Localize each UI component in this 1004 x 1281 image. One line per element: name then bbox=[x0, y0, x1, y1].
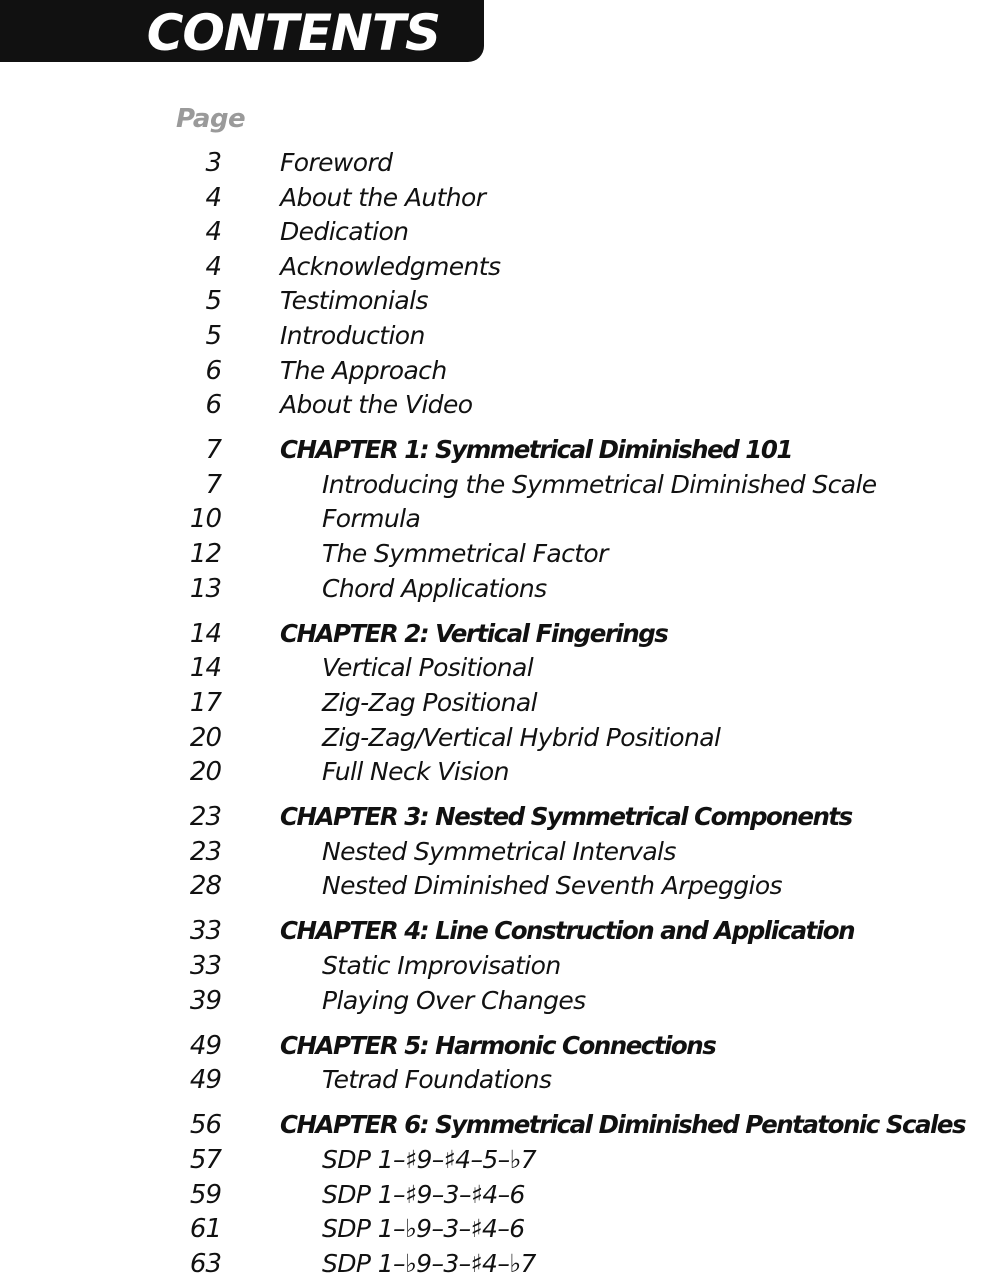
toc-row bbox=[0, 651, 1004, 686]
toc-page-number: 56 bbox=[189, 1110, 221, 1141]
toc-chapter-row bbox=[0, 914, 1004, 949]
toc-entry-title: SDP 1–♭9–3–♯4–♭7 bbox=[322, 1248, 536, 1278]
toc-page-number: 33 bbox=[189, 951, 221, 982]
toc-chapter-title: CHAPTER 1: Symmetrical Diminished 101 bbox=[280, 435, 792, 465]
toc-row bbox=[0, 1247, 1004, 1281]
toc-entry-title: Static Improvisation bbox=[322, 951, 561, 981]
toc-entry-title: Tetrad Foundations bbox=[322, 1065, 552, 1095]
toc-entry-title: Testimonials bbox=[280, 286, 428, 316]
toc-page-number: 10 bbox=[189, 504, 221, 535]
toc-row bbox=[0, 1212, 1004, 1247]
toc-page-number: 14 bbox=[189, 653, 221, 684]
toc-row bbox=[0, 146, 1004, 181]
toc-entry-title: Acknowledgments bbox=[280, 251, 501, 281]
toc-page-number: 7 bbox=[205, 469, 221, 500]
toc-chapter-title: CHAPTER 6: Symmetrical Diminished Pentatonic Scales bbox=[280, 1110, 966, 1140]
toc-row bbox=[0, 502, 1004, 537]
toc-row bbox=[0, 354, 1004, 389]
toc-entry-title: SDP 1–♯9–3–♯4–6 bbox=[322, 1179, 525, 1209]
toc-row bbox=[0, 215, 1004, 250]
toc-row bbox=[0, 949, 1004, 984]
toc-page-number: 59 bbox=[189, 1179, 221, 1210]
toc-page-number: 63 bbox=[189, 1248, 221, 1279]
toc-row bbox=[0, 388, 1004, 423]
toc-page-number: 7 bbox=[205, 435, 221, 466]
toc-row bbox=[0, 835, 1004, 870]
toc-row bbox=[0, 755, 1004, 790]
toc-page-number: 28 bbox=[189, 871, 221, 902]
toc-page-number: 49 bbox=[189, 1030, 221, 1061]
page-column-header: Page bbox=[176, 104, 246, 134]
toc-chapter-title: CHAPTER 5: Harmonic Connections bbox=[280, 1030, 716, 1060]
toc-page-number: 33 bbox=[189, 916, 221, 947]
toc-page-number: 14 bbox=[189, 618, 221, 649]
toc-chapter-row bbox=[0, 617, 1004, 652]
toc-row bbox=[0, 181, 1004, 216]
toc-row bbox=[0, 284, 1004, 319]
toc-chapter-title: CHAPTER 2: Vertical Fingerings bbox=[280, 618, 668, 648]
toc-page-number: 57 bbox=[189, 1145, 221, 1176]
toc-entry-title: Introduction bbox=[280, 320, 425, 350]
toc-page-number: 5 bbox=[205, 286, 221, 317]
toc-page-number: 39 bbox=[189, 985, 221, 1016]
toc-page-number: 17 bbox=[189, 687, 221, 718]
toc-row bbox=[0, 468, 1004, 503]
toc-page-number: 3 bbox=[205, 148, 221, 178]
toc-row bbox=[0, 250, 1004, 285]
toc-entry-title: Introducing the Symmetrical Diminished Scale bbox=[322, 469, 877, 499]
toc-row bbox=[0, 572, 1004, 607]
toc-row bbox=[0, 984, 1004, 1019]
page-title: CONTENTS bbox=[146, 4, 440, 62]
toc-chapter-row bbox=[0, 433, 1004, 468]
toc-chapter-title: CHAPTER 3: Nested Symmetrical Components bbox=[280, 802, 852, 832]
toc-page-number: 20 bbox=[189, 757, 221, 788]
toc-page-number: 12 bbox=[189, 539, 221, 570]
toc-entry-title: Full Neck Vision bbox=[322, 757, 509, 787]
toc-entry-title: SDP 1–♯9–♯4–5–♭7 bbox=[322, 1145, 537, 1175]
toc-entry-title: Formula bbox=[322, 504, 421, 534]
toc-page-number: 4 bbox=[205, 182, 221, 213]
toc-row bbox=[0, 319, 1004, 354]
toc-entry-title: About the Author bbox=[280, 182, 486, 212]
toc-page-number: 4 bbox=[205, 251, 221, 282]
toc-row bbox=[0, 1143, 1004, 1178]
toc-chapter-row bbox=[0, 800, 1004, 835]
toc-page-number: 5 bbox=[205, 320, 221, 351]
toc-entry-title: Vertical Positional bbox=[322, 653, 534, 683]
toc-row bbox=[0, 869, 1004, 904]
toc-page-number: 49 bbox=[189, 1065, 221, 1096]
toc-chapter-row bbox=[0, 1029, 1004, 1064]
toc-entry-title: About the Video bbox=[280, 390, 473, 420]
toc-entry-title: Nested Symmetrical Intervals bbox=[322, 836, 676, 866]
toc-page-number: 4 bbox=[205, 217, 221, 248]
toc-row bbox=[0, 1063, 1004, 1098]
toc-entry-title: Zig-Zag/Vertical Hybrid Positional bbox=[322, 722, 721, 752]
toc-page-number: 23 bbox=[189, 836, 221, 867]
table-of-contents bbox=[0, 146, 1004, 1281]
toc-page-number: 20 bbox=[189, 722, 221, 753]
toc-chapter-row bbox=[0, 1108, 1004, 1143]
toc-entry-title: Dedication bbox=[280, 217, 409, 247]
toc-page-number: 6 bbox=[205, 355, 221, 386]
toc-entry-title: Nested Diminished Seventh Arpeggios bbox=[322, 871, 782, 901]
toc-entry-title: Chord Applications bbox=[322, 573, 547, 603]
toc-chapter-title: CHAPTER 4: Line Construction and Application bbox=[280, 916, 855, 946]
toc-row bbox=[0, 537, 1004, 572]
toc-page-number: 23 bbox=[189, 802, 221, 833]
title-banner bbox=[0, 0, 484, 62]
toc-page-number: 13 bbox=[189, 573, 221, 604]
toc-row bbox=[0, 1178, 1004, 1213]
toc-entry-title: SDP 1–♭9–3–♯4–6 bbox=[322, 1214, 525, 1244]
toc-entry-title: The Approach bbox=[280, 355, 447, 385]
toc-row bbox=[0, 721, 1004, 756]
toc-entry-title: Playing Over Changes bbox=[322, 985, 586, 1015]
toc-page-number: 6 bbox=[205, 390, 221, 421]
toc-page-number: 61 bbox=[189, 1214, 221, 1245]
toc-entry-title: Foreword bbox=[280, 148, 393, 177]
toc-row bbox=[0, 686, 1004, 721]
toc-entry-title: The Symmetrical Factor bbox=[322, 539, 608, 569]
toc-entry-title: Zig-Zag Positional bbox=[322, 687, 537, 717]
